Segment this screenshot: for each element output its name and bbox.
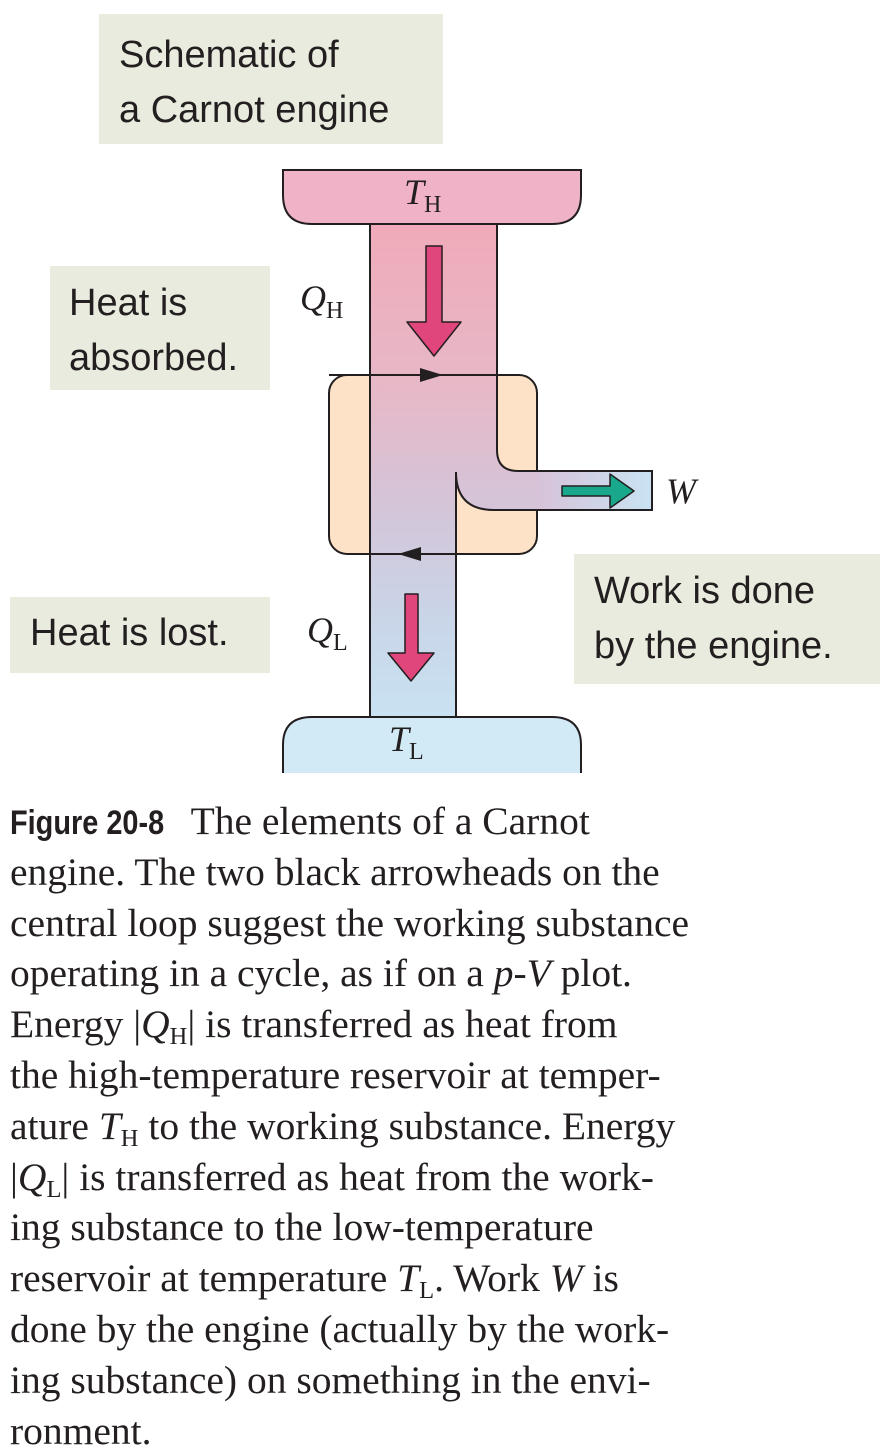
caption-line: the high-temperature reservoir at temper- [10, 1052, 661, 1097]
title-line-1: Schematic of [119, 34, 339, 76]
caption-line: engine. The two black arrowheads on the [10, 849, 660, 894]
caption-line: central loop suggest the working substance [10, 900, 690, 945]
heat-absorbed-line-1: Heat is [69, 282, 188, 324]
work-line-2: by the engine. [594, 625, 833, 667]
figure-label: Figure 20-8 [10, 804, 165, 842]
caption-line: done by the engine (actually by the work- [10, 1306, 670, 1351]
q-high-label: $Q_H$ [300, 278, 344, 324]
caption-line: $|Q_L|$ is transferred as heat from the work- [10, 1154, 654, 1203]
title-line-2: a Carnot engine [119, 89, 390, 131]
heat-lost-text: Heat is lost. [30, 612, 229, 654]
work-label: W [666, 471, 696, 511]
heat-absorbed-line-2: absorbed. [69, 337, 239, 379]
t-low-label: $T_L$ [389, 719, 424, 765]
caption-line: reservoir at temperature $T_L$. Work W is [10, 1256, 619, 1305]
work-line-1: Work is done [594, 570, 816, 612]
caption-line: ing substance to the low-temperature [10, 1205, 594, 1250]
q-low-label: $Q_L$ [307, 610, 348, 656]
caption-line: Figure 20-8 The elements of a Carnot [10, 796, 880, 847]
caption-line: operating in a cycle, as if on a p-V plot. [10, 951, 632, 996]
caption-line: ing substance) on something in the envi- [10, 1357, 651, 1402]
caption-line: ronment. [10, 1408, 152, 1453]
figure-caption [10, 796, 880, 1456]
t-high-label: $T_H$ [404, 172, 442, 218]
caption-line: Energy $|Q_H|$ is transferred as heat from [10, 1002, 618, 1051]
cold-reservoir [283, 717, 581, 773]
caption-line: ature $T_H$ to the working substance. Energy [10, 1103, 676, 1152]
